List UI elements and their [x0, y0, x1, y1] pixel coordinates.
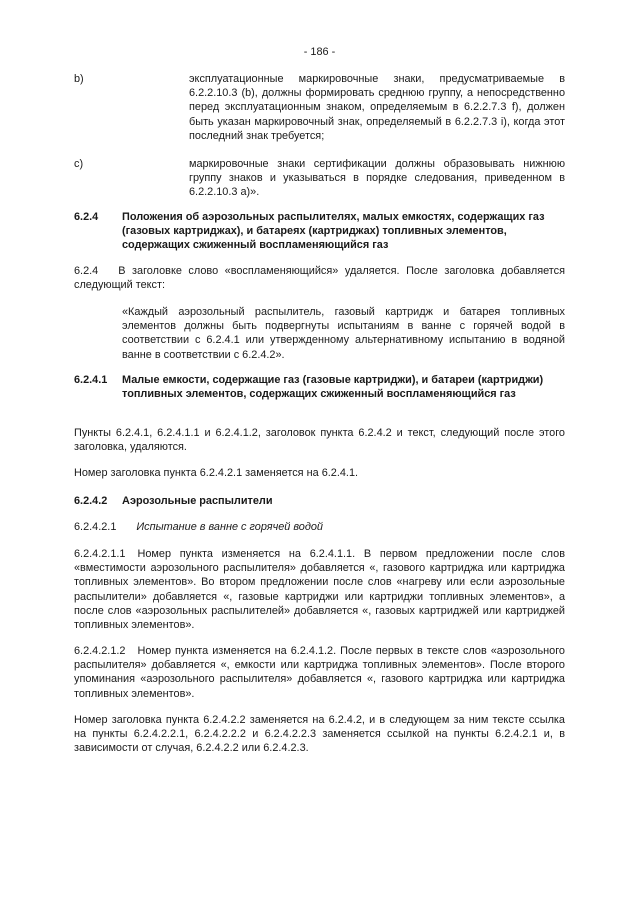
page-number: - 186 - — [303, 46, 336, 58]
section-heading-6-2-4 — [74, 210, 565, 253]
section-title: Аэрозольные распылители — [122, 495, 273, 507]
list-letter: c) — [74, 158, 84, 170]
paragraph-renumber: Номер заголовка пункта 6.2.4.2.1 заменяется на 6.2.4.1. — [74, 467, 359, 479]
paragraph-final: Номер заголовка пункта 6.2.4.2.2 заменяется на 6.2.4.2, и в следующем за ним тексте ссылка на пункты 6.2.4.2.2.1, 6.2.4.2.2.2 и 6.2.4.2.2.3 заменяется ссылкой на пункты 6.2.4.2.1 и, в зависимости от случая, 6.2.4.2.2 или 6.2.4.2.3. — [74, 714, 565, 755]
paragraph-text: В заголовке слово «воспламеняющийся» удаляется. После заголовка добавляется следующий текст: — [74, 265, 565, 292]
paragraph-deleted-items: Пункты 6.2.4.1, 6.2.4.1.1 и 6.2.4.1.2, заголовок пункта 6.2.4.2 и текст, следующий после этого заголовка, удаляются. — [74, 427, 565, 454]
list-text: маркировочные знаки сертификации должны образовывать нижнюю группу знаков и указываться в порядке следования, приведенном в 6.2.2.10.3 a)». — [189, 158, 565, 199]
list-text: эксплуатационные маркировочные знаки, предусматриваемые в 6.2.2.10.3 (b), должны формировать среднюю группу, а непосредственно перед эксплуатационным знаком, определяемым в 6.2.2.7.3 f), должен быть указан маркировочный знак, определяемый в 6.2.2.7.3 i), когда этот последний знак требуется; — [189, 73, 565, 142]
list-item-b — [74, 72, 565, 143]
paragraph-6-2-4 — [74, 264, 565, 292]
section-number: 6.2.4.2 — [74, 495, 108, 507]
paragraph-number: 6.2.4.2.1.2 — [74, 645, 126, 657]
paragraph-number: 6.2.4.2.1.1 — [74, 548, 126, 560]
section-title: Положения об аэрозольных распылителях, малых емкостях, содержащих газ (газовых картриджах), и батареях (картриджах) топливных элементов, содержащих сжиженный воспламеняющийся газ — [122, 211, 545, 252]
section-heading-6-2-4-2 — [74, 494, 565, 508]
paragraph-number: 6.2.4 — [74, 265, 99, 277]
section-heading-6-2-4-1 — [74, 373, 565, 401]
list-letter: b) — [74, 73, 84, 85]
section-title: Малые емкости, содержащие газ (газовые картриджи), и батареи (картриджи) топливных элементов, содержащих сжиженный воспламеняющийся газ — [122, 374, 544, 401]
section-number: 6.2.4.1 — [74, 374, 108, 386]
subsection-number: 6.2.4.2.1 — [74, 521, 117, 533]
inserted-quote: «Каждый аэрозольный распылитель, газовый картридж и батарея топливных элементов должны быть подвергнуты испытаниям в ванне с горячей водой в соответствии с 6.2.4.1 или утвержденному альтернативному испытанию в водяной ванне в соответствии с 6.2.4.2». — [122, 306, 565, 361]
section-number: 6.2.4 — [74, 211, 99, 223]
subsection-6-2-4-2-1 — [74, 520, 565, 534]
paragraph-text: Номер пункта изменяется на 6.2.4.1.1. В первом предложении после слов «вместимости аэрозольного распылителя» добавляется «, газового картриджа или картриджа топливных элементов». Во втором предложении после слов «нагреву или если аэрозольные распылители» добавляется «, газовые картриджи или картриджи топливных элементов», а после слов «аэрозольных распылителей» добавляется «, газовых картриджей или картриджей топливных элементов». — [74, 548, 565, 632]
paragraph-text: Номер пункта изменяется на 6.2.4.1.2. После первых в тексте слов «аэрозольного распылителя» добавляется «, емкости или картриджа топливных элементов». После второго упоминания «аэрозольного распылителя» добавляется «, газового картриджа или картриджа топливных элементов». — [74, 645, 565, 700]
paragraph-6-2-4-2-1-2 — [74, 644, 565, 701]
subsection-title: Испытание в ванне с горячей водой — [136, 521, 323, 533]
list-item-c — [74, 157, 565, 200]
paragraph-6-2-4-2-1-1 — [74, 547, 565, 632]
